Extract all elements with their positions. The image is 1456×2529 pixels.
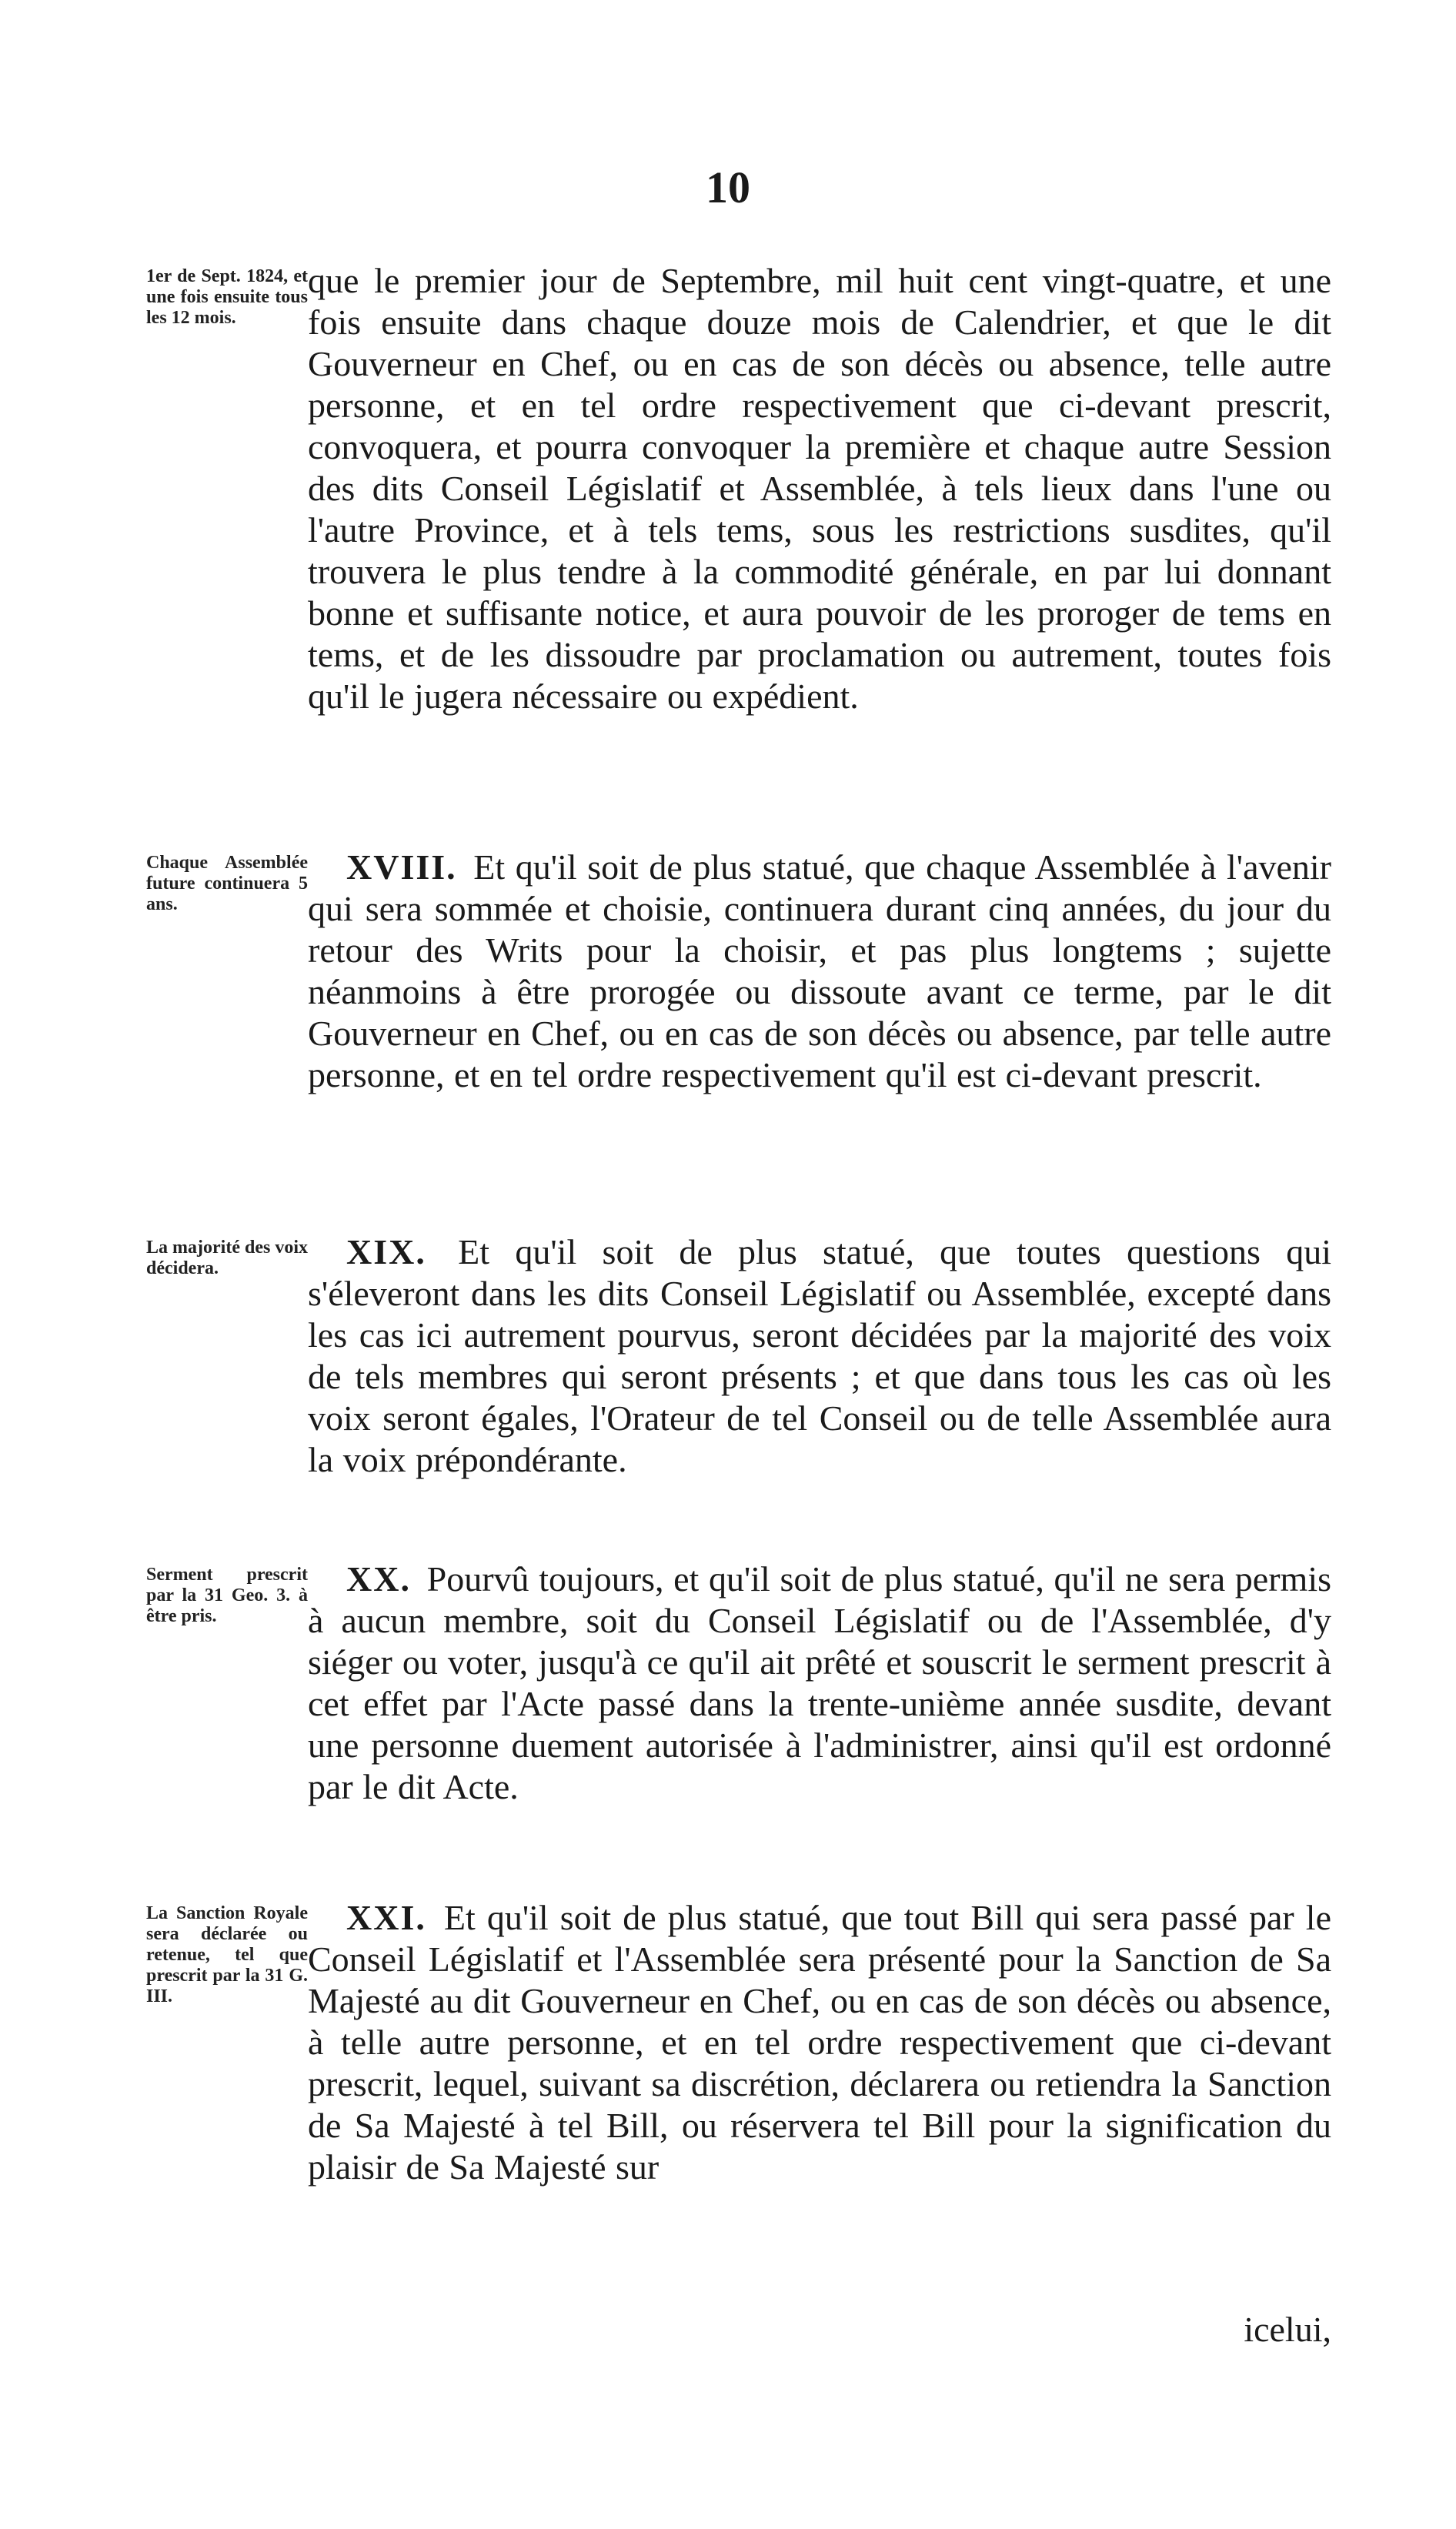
page-number: 10 xyxy=(706,162,750,212)
article-number: XIX. xyxy=(346,1232,426,1271)
article-body: Et qu'il soit de plus statué, que toutes questions qui s'éleveront dans les dits Conseil Législatif ou Assemblée, excepté dans les cas ici autrement pourvus, seront décidées par la majorité des voix de tels membres qui seront présents ; et que dans tous les cas où les voix seront égales, l'Orateur de tel Conseil ou de telle Assemblée aura la voix prépondérante. xyxy=(308,1232,1331,1479)
article-number: XVIII. xyxy=(346,847,457,887)
margin-note: 1er de Sept. 1824, et une fois ensuite tous les 12 mois. xyxy=(146,266,308,328)
article-body: Pourvû toujours, et qu'il soit de plus statué, qu'il ne sera permis à aucun membre, soit du Conseil Législatif ou de l'Assemblée, d'y siéger ou voter, jusqu'à ce qu'il ait prêté et souscrit le serment prescrit à cet effet par l'Acte passé dans la trente-unième année susdite, devant une personne duement autorisée à l'administrer, ainsi qu'il est ordonné par le dit Acte. xyxy=(308,1559,1332,1806)
paragraph-text xyxy=(308,260,1331,717)
catchword: icelui, xyxy=(1244,2310,1331,2349)
article-number: XXI. xyxy=(346,1898,426,1937)
article-text xyxy=(308,1897,1331,2188)
article-body: Et qu'il soit de plus statué, que tout Bill qui sera passé par le Conseil Législatif et l'Assemblée sera présenté pour la Sanction de Sa Majesté au dit Gouverneur en Chef, ou en cas de son décès ou absence, à telle autre personne, et en tel ordre respectivement que ci-devant prescrit, lequel, suivant sa discrétion, déclarera ou retiendra la Sanction de Sa Majesté à tel Bill, ou réservera tel Bill pour la signification du plaisir de Sa Majesté sur xyxy=(308,1898,1331,2187)
margin-note: Serment prescrit par la 31 Geo. 3. à être pris. xyxy=(146,1565,308,1626)
margin-note: La Sanction Royale sera déclarée ou retenue, tel que prescrit par la 31 G. III. xyxy=(146,1903,308,2006)
article-text xyxy=(308,1231,1331,1481)
paragraph-body: que le premier jour de Septembre, mil huit cent vingt-quatre, et une fois ensuite dans chaque douze mois de Calendrier, et que le dit Gouverneur en Chef, ou en cas de son décès ou absence, telle autre personne, et en tel ordre respectivement que ci-devant prescrit, convoquera, et pourra convoquer la première et chaque autre Session des dits Conseil Législatif et Assemblée, à tels lieux dans l'une ou l'autre Province, et à tels tems, sous les restrictions susdites, qu'il trouvera le plus tendre à la commodité générale, en par lui donnant bonne et suffisante notice, et aura pouvoir de les proroger de tems en tems, et de les dissoudre par proclamation ou autrement, toutes fois qu'il le jugera nécessaire ou expédient. xyxy=(308,261,1331,716)
article-text xyxy=(308,1558,1331,1808)
article-number: XX. xyxy=(346,1559,411,1599)
article-body: Et qu'il soit de plus statué, que chaque Assemblée à l'avenir qui sera sommée et choisie, continuera durant cinq années, du jour du retour des Writs pour la choisir, et pas plus longtems ; sujette néanmoins à être prorogée ou dissoute avant ce terme, par le dit Gouverneur en Chef, ou en cas de son décès ou absence, par telle autre personne, et en tel ordre respectivement qu'il est ci-devant prescrit. xyxy=(308,847,1331,1094)
margin-note: La majorité des voix décidera. xyxy=(146,1238,308,1278)
article-text xyxy=(308,847,1331,1096)
margin-note: Chaque Assemblée future continuera 5 ans. xyxy=(146,853,308,914)
